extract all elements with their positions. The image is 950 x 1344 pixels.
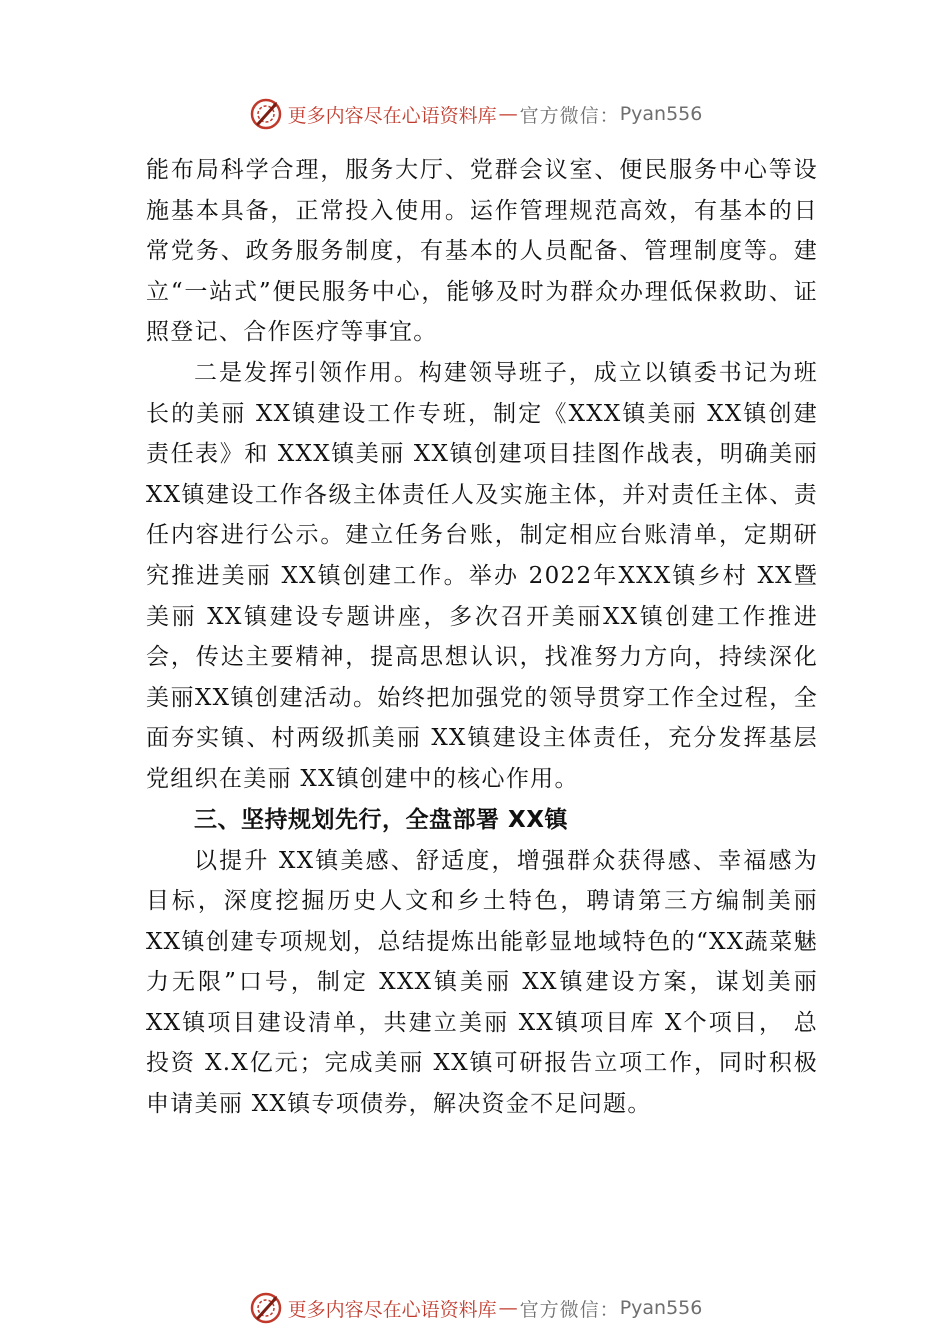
paragraph-2: 二是发挥引领作用。构建领导班子，成立以镇委书记为班长的美丽 XX镇建设工作专班，制定《XXX镇美丽 XX镇创建责任表》和 XXX镇美丽 XX镇创建项目挂图作战表，明确美丽XX镇建设工作各级主体责任人及实施主体，并对责任主体、责任内容进行公示。建立任务台账，制定相应台账清单，定期研究推进美丽 XX镇创建工作。举办 2022年XXX镇乡村 XX暨美丽 XX镇建设专题讲座，多次召开美丽XX镇创建工作推进会，传达主要精神，提高思想认识，找准努力方向，持续深化美丽XX镇创建活动。始终把加强党的领导贯穿工作全过程，全面夯实镇、村两级抓美丽 XX镇建设主体责任，充分发挥基层党组织在美丽 XX镇创建中的核心作用。 — [146, 359, 818, 792]
footer-banner — [0, 1288, 950, 1328]
brand-logo-icon — [248, 1290, 284, 1326]
header-wechat-id: Pyan556 — [619, 103, 703, 125]
footer-wechat-id: Pyan556 — [619, 1297, 703, 1319]
document-body — [146, 150, 818, 1125]
header-brand-text: 更多内容尽在心语资料库 — [287, 104, 497, 127]
header-suffix-text: 官方微信： — [519, 104, 620, 127]
footer-brand-text: 更多内容尽在心语资料库 — [287, 1298, 497, 1321]
paragraph-3: 以提升 XX镇美感、舒适度，增强群众获得感、幸福感为目标，深度挖掘历史人文和乡土特色，聘请第三方编制美丽 XX镇创建专项规划，总结提炼出能彰显地域特色的“XX蔬菜魅力无限”口号，制定 XXX镇美丽 XX镇建设方案，谋划美丽 XX镇项目建设清单，共建立美丽 XX镇项目库 X个项目， 总投资 X.X亿元；完成美丽 XX镇可研报告立项工作，同时积极申请美丽 XX镇专项债券，解决资金不足问题。 — [146, 847, 818, 1118]
brand-logo-icon — [248, 96, 284, 132]
section-heading: 三、坚持规划先行，全盘部署 XX镇 — [194, 806, 568, 833]
footer-suffix-text: 官方微信： — [519, 1298, 620, 1321]
footer-dash: — — [498, 1297, 518, 1319]
header-dash: — — [498, 103, 518, 125]
paragraph-1: 能布局科学合理，服务大厅、党群会议室、便民服务中心等设施基本具备，正常投入使用。运作管理规范高效，有基本的日常党务、政务服务制度，有基本的人员配备、管理制度等。建立“一站式”便民服务中心，能够及时为群众办理低保救助、证照登记、合作医疗等事宜。 — [146, 157, 818, 346]
header-banner — [0, 94, 950, 134]
